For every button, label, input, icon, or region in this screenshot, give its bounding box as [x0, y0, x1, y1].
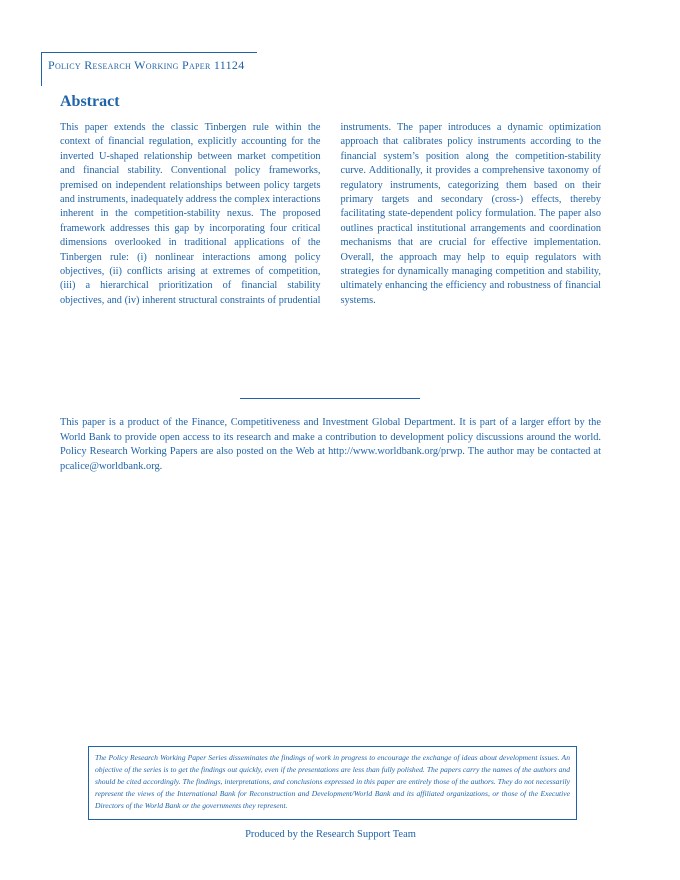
product-note: This paper is a product of the Finance, Competitiveness and Investment Global Department. It is part of a larger effort by the World Bank to provide open access to its research and make a contribution to development policy discussions around the world. Policy Research Working Papers are also posted on the Web at http://www.worldbank.org/prwp. The author may be contacted at pcalice@worldbank.org. — [60, 417, 601, 472]
disclaimer-text: The Policy Research Working Paper Series disseminates the findings of work in progress to encourage the exchange of ideas about development issues. An objective of the series is to get the findings out quickly, even if the presentations are less than fully polished. The papers carry the names of the authors and should be cited accordingly. The findings, interpretations, and conclusions expressed in this paper are entirely those of the authors. They do not necessarily represent the views of the International Bank for Reconstruction and Development/World Bank and its affiliated organizations, or those of the Executive Directors of the World Bank or the governments they represent. — [95, 753, 570, 810]
abstract-heading: Abstract — [60, 93, 120, 110]
series-title: Policy Research Working Paper 11124 — [48, 58, 245, 72]
produced-by: Produced by the Research Support Team — [245, 829, 416, 840]
series-header — [41, 52, 257, 86]
disclaimer-box — [88, 746, 577, 820]
abstract-body: This paper extends the classic Tinbergen rule within the context of financial regulation, explicitly accounting for the inverted U-shaped relationship between market competition and financial stability. Conventional policy frameworks, premised on independent relationships between policy targets and instruments, inadequately address the complex interactions inherent in the competition-stability nexus. The proposed framework addresses this gap by incorporating four critical dimensions overlooked in traditional applications of the Tinbergen rule: (i) nonlinear interactions among policy objectives, (ii) conflicts arising at extremes of competition, (iii) a hierarchical prioritization of financial stability objectives, and (iv) inherent structural constraints of prudential instruments. The paper introduces a dynamic optimization approach that calibrates policy instruments according to the financial system’s position along the competition-stability curve. Additionally, it provides a comprehensive taxonomy of regulatory instruments, categorizing them based on their primary targets and secondary (cross-) effects, thereby facilitating state-dependent policy formulation. The paper also outlines practical institutional arrangements and coordination mechanisms that are crucial for effective implementation. Overall, the approach may help to equip regulators with strategies for dynamically managing competition and stability, ultimately enhancing the efficiency and robustness of financial systems. — [60, 122, 601, 306]
section-divider — [240, 398, 420, 399]
